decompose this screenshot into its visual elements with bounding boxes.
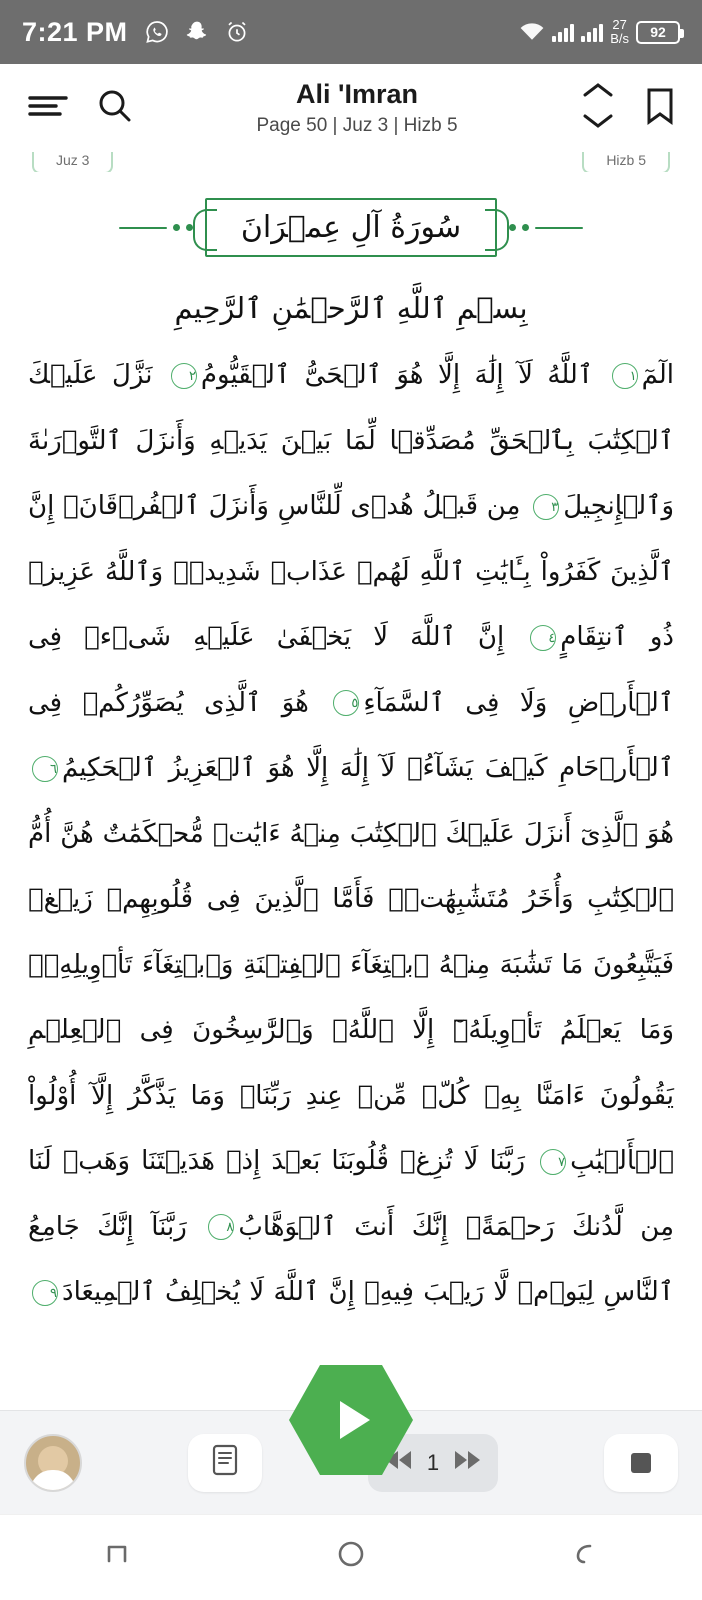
ayah-number[interactable]: ٨: [208, 1214, 234, 1240]
whatsapp-icon: [144, 19, 170, 45]
surah-name-box: [205, 198, 497, 257]
stop-button[interactable]: [604, 1434, 678, 1492]
wifi-icon: [519, 21, 545, 43]
network-speed: [610, 18, 629, 45]
ayah-number[interactable]: ٧: [540, 1149, 566, 1175]
home-icon[interactable]: [334, 1537, 368, 1579]
status-bar: [0, 0, 702, 64]
juz-hizb-markers: [18, 152, 684, 172]
document-icon: [211, 1444, 239, 1481]
bookmark-icon[interactable]: [644, 87, 676, 130]
ayah-text-block[interactable]: [18, 343, 684, 1326]
banner-ornament-right: [509, 224, 583, 231]
avatar[interactable]: [24, 1434, 82, 1492]
status-time: 7:21 PM: [22, 16, 128, 47]
search-icon[interactable]: [96, 87, 134, 130]
play-icon: [340, 1401, 370, 1439]
ayah-number[interactable]: ١: [612, 363, 638, 389]
ayah-number[interactable]: ٩: [32, 1280, 58, 1306]
menu-icon[interactable]: [26, 90, 70, 127]
translation-button[interactable]: [188, 1434, 262, 1492]
system-nav-bar: [0, 1514, 702, 1600]
banner-ornament-left: [119, 224, 193, 231]
alarm-icon: [224, 19, 250, 45]
page-stepper[interactable]: [580, 80, 616, 136]
quran-page[interactable]: [0, 152, 702, 1410]
basmala: بِسۡمِ ٱللَّهِ ٱلرَّحۡمَٰنِ ٱلرَّحِيمِ: [174, 291, 528, 325]
juz-marker: Juz 3: [32, 152, 113, 172]
stop-icon: [631, 1453, 651, 1473]
recents-icon[interactable]: [100, 1537, 134, 1579]
repeat-count[interactable]: 1: [426, 1449, 440, 1475]
ayah-text[interactable]: ٱللَّهُ لَآ إِلَٰهَ إِلَّا هُوَ ٱلۡحَىُّ ٱلۡقَيُّومُ: [200, 360, 594, 390]
ayah-number[interactable]: ٢: [171, 363, 197, 389]
ayah-number[interactable]: ٦: [32, 756, 58, 782]
ayah-text[interactable]: نَزَّلَ عَلَيۡكَ ٱلۡكِتَٰبَ بِٱلۡحَقِّ مُصَدِّقࣰا لِّمَا بَيۡنَ يَدَيۡهِ وَأَنزَلَ ٱلتَّوۡرَىٰةَ وَٱلۡإِنجِيلَ: [28, 360, 674, 522]
ayah-text[interactable]: مِن قَبۡلُ هُدࣰى لِّلنَّاسِ وَأَنزَلَ ٱلۡفُرۡقَانَۗ إِنَّ ٱلَّذِينَ كَفَرُواْ بِـَٔايَٰتِ ٱللَّهِ لَهُمۡ عَذَابࣱ شَدِيدࣱۗ وَٱللَّهُ عَزِيزࣱ ذُو ٱنتِقَامٍ: [28, 491, 674, 653]
ayah-text[interactable]: هُوَ ٱلَّذِى يُصَوِّرُكُمۡ فِى ٱلۡأَرۡحَامِ كَيۡفَ يَشَآءُۚ لَآ إِلَٰهَ إِلَّا هُوَ ٱلۡعَزِيزُ ٱلۡحَكِيمُ: [28, 687, 674, 784]
ayah-number[interactable]: ٤: [530, 625, 556, 651]
ayah-text[interactable]: الٓمٓ: [641, 360, 675, 390]
network-speed-unit: B/s: [610, 31, 629, 46]
back-icon[interactable]: [568, 1537, 602, 1579]
signal-bars-sim2: [581, 22, 603, 42]
ayah-number[interactable]: ٣: [533, 494, 559, 520]
network-speed-value: 27: [612, 17, 627, 33]
ayah-text[interactable]: إِنَّ ٱللَّهَ لَا يَخۡفَىٰ عَلَيۡهِ شَىۡءࣱ فِى ٱلۡأَرۡضِ وَلَا فِى ٱلسَّمَآءِ: [28, 622, 674, 718]
ayah-number[interactable]: ٥: [333, 690, 359, 716]
page-subtitle: Page 50 | Juz 3 | Hizb 5: [256, 114, 458, 136]
status-left-icons: [144, 19, 250, 45]
ayah-text[interactable]: هُوَ ٱلَّذِىٓ أَنزَلَ عَلَيۡكَ ٱلۡكِتَٰبَ مِنۡهُ ءَايَٰتࣱ مُّحۡكَمَٰتٌ هُنَّ أُمُّ ٱلۡكِتَٰبِ وَأُخَرُ مُتَشَٰبِهَٰتࣱۖ فَأَمَّا ٱلَّذِينَ فِى قُلُوبِهِمۡ زَيۡغࣱ فَيَتَّبِعُونَ مَا تَشَٰبَهَ مِنۡهُ ٱبۡتِغَآءَ ٱلۡفِتۡنَةِ وَٱبۡتِغَآءَ تَأۡوِيلِهِۦۗ وَمَا يَعۡلَمُ تَأۡوِيلَهُۥٓ إِلَّا ٱللَّهُۗ وَٱلرَّٰسِخُونَ فِى ٱلۡعِلۡمِ يَقُولُونَ ءَامَنَّا بِهِۦ كُلࣱّ مِّنۡ عِندِ رَبِّنَاۗ وَمَا يَذَّكَّرُ إِلَّآ أُوْلُواْ ٱلۡأَلۡبَٰبِ: [28, 818, 675, 1177]
hizb-marker: Hizb 5: [582, 152, 670, 172]
status-right-icons: [519, 18, 680, 45]
audio-player-bar: [0, 1410, 702, 1514]
battery-indicator: 92: [636, 21, 680, 44]
snapchat-icon: [184, 19, 210, 45]
ayah-text[interactable]: رَبَّنَآ إِنَّكَ جَامِعُ ٱلنَّاسِ لِيَوۡمࣲ لَّا رَيۡبَ فِيهِۚ إِنَّ ٱللَّهَ لَا يُخۡلِفُ ٱلۡمِيعَادَ: [28, 1211, 674, 1308]
surah-name: سُورَةُ آلِ عِمۡرَانَ: [240, 210, 462, 245]
surah-banner: [18, 198, 684, 257]
page-title: Ali 'Imran: [296, 79, 418, 110]
chevron-down-icon[interactable]: [580, 109, 616, 136]
signal-bars-sim1: [552, 22, 574, 42]
ayah-text[interactable]: رَبَّنَا لَا تُزِغۡ قُلُوبَنَا بَعۡدَ إِذۡ هَدَيۡتَنَا وَهَبۡ لَنَا مِن لَّدُنكَ رَحۡمَةًۚ إِنَّكَ أَنتَ ٱلۡوَهَّابُ: [28, 1146, 675, 1242]
skip-next-icon[interactable]: [452, 1447, 484, 1478]
app-header: [0, 64, 702, 152]
chevron-up-icon[interactable]: [580, 80, 616, 107]
